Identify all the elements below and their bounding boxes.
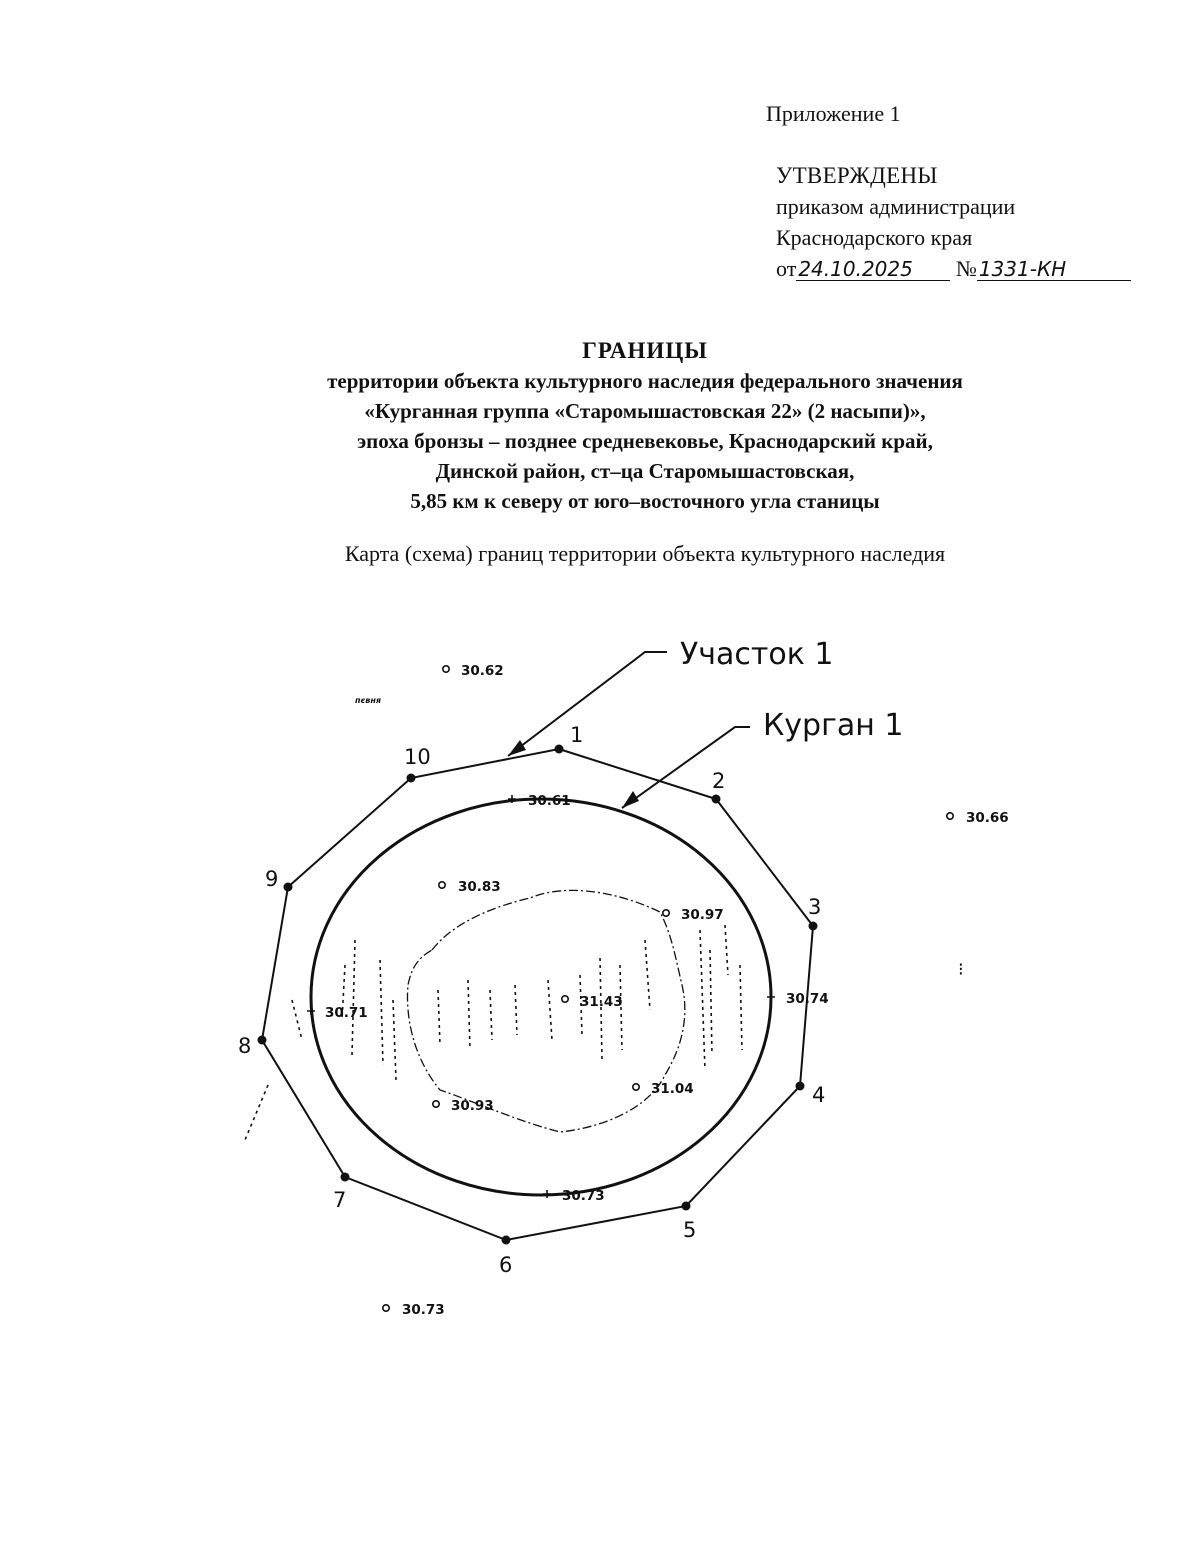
boundary-point-label: 2 [712, 769, 726, 793]
boundary-point-label: 3 [808, 895, 822, 919]
boundary-point-4 [796, 1082, 805, 1091]
elevation-label: 31.04 [651, 1081, 694, 1097]
elevation-label: 30.71 [325, 1005, 368, 1021]
elevation-label: 30.62 [461, 663, 504, 679]
boundary-point-8 [258, 1036, 267, 1045]
from-prefix: от [776, 256, 797, 281]
elevation-marker [633, 1084, 639, 1090]
elevation-marker [543, 1190, 551, 1198]
callout-plot-label: Участок 1 [680, 637, 834, 672]
elevation-label: 30.74 [786, 991, 829, 1007]
elevation-marker [562, 996, 568, 1002]
boundary-point-label: 1 [570, 723, 584, 747]
elevation-marker [663, 910, 669, 916]
map-subtitle: Карта (схема) границ территории объекта культурного наследия [344, 541, 946, 566]
elevation-label: 31.43 [580, 994, 623, 1010]
approval-line-1: приказом администрации [776, 194, 1016, 219]
title-line-5: 5,85 км к северу от юго–восточного угла станицы [410, 489, 880, 513]
boundary-point-label: 7 [333, 1188, 347, 1212]
elevation-label: 30.83 [458, 879, 501, 895]
boundary-point-10 [407, 774, 416, 783]
stray-mark: ⁝ [958, 959, 964, 980]
title-line-3: эпоха бронзы – позднее средневековье, Краснодарский край, [357, 429, 933, 453]
number-sign: № [955, 256, 977, 281]
elevation-marker [767, 993, 775, 1001]
callout-mound-label: Курган 1 [763, 708, 904, 743]
leader-arrow-1 [508, 740, 526, 756]
title-line-4: Динской район, ст–ца Старомышастовская, [435, 459, 855, 483]
leader-arrow-2 [622, 791, 639, 808]
elevation-label: 30.61 [528, 793, 571, 809]
elevation-label: 30.66 [966, 810, 1009, 826]
boundary-point-label: 10 [404, 745, 431, 769]
elevation-label: 30.93 [451, 1098, 494, 1114]
elevation-marker [307, 1007, 315, 1015]
boundary-point-6 [502, 1236, 511, 1245]
elevation-label: 30.73 [562, 1188, 605, 1204]
plot-boundary [262, 749, 813, 1240]
elevation-marker [433, 1101, 439, 1107]
boundary-point-1 [555, 745, 564, 754]
boundary-point-9 [284, 883, 293, 892]
elevation-marker [383, 1305, 389, 1311]
elevation-label: 30.73 [402, 1302, 445, 1318]
approval-line-2: Краснодарского края [776, 225, 973, 250]
small-map-label: пєвня [355, 696, 381, 705]
elevation-marker [947, 813, 953, 819]
boundary-point-5 [682, 1202, 691, 1211]
top-contour [407, 890, 684, 1132]
boundary-point-label: 4 [812, 1083, 826, 1107]
title-line-1: территории объекта культурного наследия федерального значения [327, 369, 963, 393]
elevation-marker [439, 882, 445, 888]
order-date: 24.10.2025 [796, 258, 950, 281]
boundary-point-2 [712, 795, 721, 804]
boundary-point-label: 8 [238, 1034, 252, 1058]
order-number: 1331-КН [977, 258, 1131, 281]
approval-title: УТВЕРЖДЕНЫ [776, 163, 938, 188]
title-main: ГРАНИЦЫ [582, 338, 708, 363]
elevation-label: 30.97 [681, 907, 724, 923]
elevation-marker [443, 666, 449, 672]
appendix-label: Приложение 1 [766, 101, 901, 126]
boundary-point-7 [341, 1173, 350, 1182]
boundary-point-label: 6 [499, 1253, 513, 1277]
mound-outline [311, 799, 771, 1195]
boundary-point-label: 9 [265, 867, 279, 891]
boundary-point-3 [809, 922, 818, 931]
boundary-point-label: 5 [683, 1218, 697, 1242]
title-line-2: «Курганная группа «Старомышастовская 22» (2 насыпи)», [364, 399, 926, 423]
